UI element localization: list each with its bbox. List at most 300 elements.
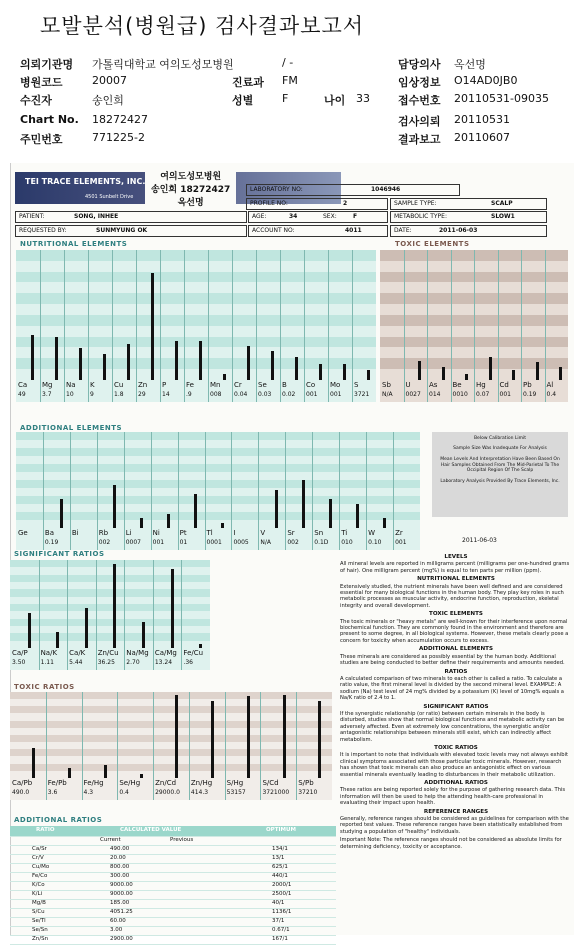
chart-column	[280, 250, 305, 402]
element-value: 0010	[452, 391, 468, 398]
Ca/P-bar	[28, 613, 31, 648]
chart-column	[64, 250, 89, 402]
element-value: 4.3	[83, 789, 94, 796]
chart-column	[88, 250, 113, 402]
resident-no-label: 주민번호	[20, 133, 63, 146]
element-label: V	[260, 529, 266, 537]
Tl-bar	[221, 523, 224, 528]
element-label: Se	[258, 381, 267, 389]
table-cell: 2900.00	[110, 936, 133, 942]
report-age-value: 34	[289, 213, 298, 220]
Ca/Mg-bar	[171, 569, 174, 648]
legend-box	[432, 432, 568, 517]
department-value: FM	[282, 74, 298, 87]
Li-bar	[140, 518, 143, 528]
element-label: Cr	[234, 381, 242, 389]
element-value: 13.24	[154, 659, 173, 666]
nutri-text: Extensively studied, the nutrient minerals have been well defined and are considered essential for many biological functions in the human body. They play key roles in such metabolic processes as muscular activity, endocrine function, reproduction, skeletal integrity and overall development.	[340, 583, 564, 609]
table-cell: 490.00	[110, 846, 130, 852]
Na-bar	[79, 348, 82, 381]
element-value: 002	[98, 539, 111, 546]
element-label: Sr	[287, 529, 295, 537]
legend-line-3: Mean Levels And Interpretation Have Been Based On Hair Samples Obtained From The Mid-Parietal To The Occipital Region Of The Scalp	[440, 457, 560, 473]
element-label: Se/Hg	[119, 779, 141, 787]
Cr-bar	[247, 346, 250, 380]
element-label: Zn/Cd	[155, 779, 177, 787]
Al-bar	[559, 367, 562, 380]
legend-line-2: Sample Size Was Inadequate For Analysis	[453, 445, 547, 451]
element-label: P	[162, 381, 167, 389]
element-label: Ge	[18, 529, 28, 537]
Zn/Cd-bar	[175, 695, 178, 778]
explanation-panel	[340, 552, 572, 852]
element-value: 001	[395, 539, 407, 546]
toxic-title: TOXIC ELEMENTS	[395, 240, 470, 248]
patient-value: 송인희	[92, 94, 124, 107]
element-value: 0005	[233, 539, 249, 546]
sig-text: If the synergistic relationship (or ratio) between certain minerals in the body is disturbed, studies show that normal biological functions and metabolic activity can be adversely affected. Even at extremely low concentrations, the synergistic and/or antagonistic relationships between minerals still exist, which can indirectly affect metabolism.	[340, 710, 565, 743]
sex-label: 성별	[232, 94, 254, 107]
sig-heading: SIGNIFICANT RATIOS	[423, 703, 489, 710]
P-bar	[175, 341, 178, 380]
Cd-bar	[512, 370, 515, 380]
element-value: N/A	[382, 391, 393, 398]
patient-box-value: SONG, INHEE	[74, 213, 119, 220]
sample-type-label: SAMPLE TYPE:	[394, 200, 437, 207]
chart-column	[256, 250, 281, 402]
age-label: 나이	[324, 94, 346, 107]
chart-column	[136, 250, 161, 402]
levels-heading: LEVELS	[444, 554, 468, 560]
element-label: Mo	[330, 381, 341, 389]
V-bar	[275, 490, 278, 528]
element-label: Co	[306, 381, 316, 389]
element-label: Zr	[395, 529, 403, 537]
note-text: Important Note: The reference ranges should not be considered as absolute limits for determining deficiency, toxicity or acceptance.	[340, 837, 562, 850]
lab-no-box	[246, 184, 460, 196]
report-date-value: 20110607	[454, 131, 510, 144]
table-cell: Fe/Co	[32, 873, 48, 879]
lab-address: 4501 Sunbelt Drive	[85, 194, 134, 200]
ratios-heading: RATIOS	[444, 668, 468, 675]
metabolic-box	[390, 211, 547, 223]
S/Pb-bar	[318, 701, 321, 778]
Mo-bar	[343, 364, 346, 380]
table-cell: 167/1	[272, 936, 288, 942]
element-value: 001	[330, 391, 342, 398]
element-label: Ca/K	[69, 649, 86, 657]
chart-column	[232, 250, 257, 402]
table-cell: 0.67/1	[272, 927, 290, 933]
patient-box	[15, 211, 247, 223]
chart-column	[404, 250, 429, 402]
Zn-bar	[151, 273, 154, 380]
chart-column	[380, 250, 405, 402]
element-value: 0.1D	[314, 539, 329, 546]
Mn-bar	[223, 374, 226, 381]
element-label: Zn/Cu	[97, 649, 119, 657]
element-value: 0.04	[234, 391, 248, 398]
element-label: Fe/Pb	[47, 779, 67, 787]
element-value: 001	[499, 391, 511, 398]
toxic-chart	[380, 250, 568, 402]
As-bar	[442, 367, 445, 380]
table-cell: 1136/1	[272, 909, 292, 915]
element-value: 490.0	[12, 789, 30, 796]
table-cell: 40/1	[272, 900, 285, 906]
table-cell: Cu/Mo	[32, 864, 50, 870]
Ca/K-bar	[85, 608, 88, 648]
element-value: 3721000	[262, 789, 290, 796]
element-value: 0.02	[282, 391, 296, 398]
Pb-bar	[536, 362, 539, 380]
table-cell: 9000.00	[110, 891, 133, 897]
element-label: Ca/P	[12, 649, 28, 657]
element-value: 29000.0	[155, 789, 180, 796]
lab-no-value: 1046946	[371, 186, 401, 193]
chart-column	[231, 432, 259, 550]
element-label: Rb	[98, 529, 109, 537]
chart-column	[184, 250, 209, 402]
table-cell: 20.00	[110, 855, 126, 861]
toxic-ratios-chart	[10, 692, 332, 800]
Hg-bar	[489, 357, 492, 380]
chart-no-value: 18272427	[92, 113, 148, 126]
chart-column	[304, 250, 329, 402]
Ca-bar	[31, 335, 34, 381]
Sr-bar	[302, 480, 305, 528]
report-age-label: AGE:	[252, 213, 267, 220]
age-value: 33	[356, 92, 370, 105]
element-label: S/Pb	[298, 779, 314, 787]
table-cell: 60.00	[110, 918, 126, 924]
element-value: .36	[183, 659, 193, 666]
report-date-label: 결과보고	[398, 133, 441, 146]
element-label: Ca/Mg	[154, 649, 177, 657]
element-label: Cu	[114, 381, 124, 389]
table-cell: Se/Sn	[32, 927, 48, 933]
table-row	[10, 909, 336, 918]
chart-column	[451, 250, 476, 402]
legend-line-4: Laboratory Analysis Provided By Trace Elements, Inc.	[440, 478, 560, 484]
doctor-value: 옥선명	[454, 58, 486, 71]
Fe/Hg-bar	[104, 765, 107, 778]
table-cell: 134/1	[272, 846, 288, 852]
element-value: 3.6	[47, 789, 58, 796]
significant-title: SIGNIFICANT RATIOS	[14, 550, 105, 558]
element-label: Ba	[44, 529, 55, 537]
element-value: 001	[306, 391, 318, 398]
Sn-bar	[329, 499, 332, 528]
element-value: 3721	[354, 391, 370, 398]
element-label: Mn	[210, 381, 221, 389]
element-label: I	[233, 529, 236, 537]
nutritional-chart	[16, 250, 376, 402]
chart-no-label: Chart No.	[20, 113, 79, 126]
requested-label: REQUESTED BY:	[19, 227, 67, 234]
S/Hg-bar	[247, 696, 250, 778]
chart-column	[498, 250, 523, 402]
addr-text: These ratios are being reported solely for the purpose of gathering research data. This information will then be used to help the attending health-care professional in evaluating their impact upon health.	[340, 787, 566, 807]
ratio-header: RATIO	[36, 827, 55, 833]
tox-text: It is important to note that individuals with elevated toxic levels may not always exhibit clinical symptoms associated with those particular toxic minerals. However, research has shown that toxic minerals can also produce an antagonistic effect on various essential minerals eventually leading to disturbances in their metabolic utilization.	[340, 752, 569, 778]
metabolic-label: METABOLIC TYPE:	[394, 213, 447, 220]
doctor-label: 담당의사	[398, 58, 441, 71]
table-cell: K/Co	[32, 882, 45, 888]
element-label: Ti	[341, 529, 348, 537]
additional-chart	[16, 432, 420, 550]
report-sex-value: F	[353, 213, 358, 220]
chart-column	[352, 250, 376, 402]
element-label: Be	[452, 381, 462, 389]
table-cell: Ca/Sr	[32, 846, 47, 852]
element-label: Ni	[152, 529, 160, 537]
Ba-bar	[60, 499, 63, 528]
lab-logo: TEI TRACE ELEMENTS, INC.	[25, 177, 146, 186]
element-label: Na/Mg	[126, 649, 149, 657]
element-value: 0.4	[546, 391, 557, 398]
element-value: 0.03	[258, 391, 272, 398]
element-label: U	[405, 381, 411, 389]
ref-heading: REFERENCE RANGES	[423, 808, 489, 815]
table-row	[10, 936, 336, 945]
element-label: Pt	[179, 529, 187, 537]
W-bar	[383, 518, 386, 528]
hospital-stamp	[145, 168, 236, 209]
clinical-info-value: O14AD0JB0	[454, 74, 518, 87]
element-label: Ca/Pb	[12, 779, 33, 787]
Rb-bar	[113, 485, 116, 528]
legend-date: 2011-06-03	[462, 537, 497, 544]
S/Cd-bar	[283, 695, 286, 778]
element-value: N/A	[260, 539, 272, 546]
element-label: Fe/Cu	[183, 649, 204, 657]
chart-column	[16, 250, 41, 402]
add-text: These minerals are considered as possibly essential by the human body. Additional studies are being conducted to better define their requirements and amounts needed.	[340, 653, 565, 667]
stamp-line-3: 옥선명	[177, 198, 204, 208]
element-label: S/Hg	[226, 779, 244, 787]
receipt-no-value: 20110531-09035	[454, 92, 549, 105]
Ni-bar	[167, 514, 170, 528]
table-cell: 3.00	[110, 927, 123, 933]
element-value: 36.25	[97, 659, 115, 666]
department-label: 진료과	[232, 76, 264, 89]
Be-bar	[465, 374, 468, 381]
Fe/Cu-bar	[199, 644, 202, 648]
lab-no-label: LABORATORY NO:	[250, 186, 303, 193]
chart-column	[208, 250, 233, 402]
element-label: As	[429, 381, 438, 389]
clinical-info-label: 임상정보	[398, 76, 441, 89]
chart-column	[474, 250, 499, 402]
account-label: ACCOUNT NO:	[252, 227, 295, 234]
table-cell: 9000.00	[110, 882, 133, 888]
element-value: 0001	[206, 539, 222, 546]
legend-line-1: Below Calibration Limit	[473, 436, 527, 441]
element-label: Bi	[71, 529, 79, 537]
table-cell: 625/1	[272, 864, 288, 870]
additional-title: ADDITIONAL ELEMENTS	[20, 424, 123, 432]
tox-heading: TOXIC RATIOS	[434, 744, 478, 751]
element-value: 3.7	[42, 391, 52, 398]
table-subheader	[10, 837, 336, 846]
element-value: 0.19	[523, 391, 537, 398]
B-bar	[295, 357, 298, 380]
requested-value: SUNMYUNG OK	[96, 227, 148, 234]
hospital-value: 가톨릭대학교 여의도성모병원	[92, 58, 234, 71]
element-label: Fe/Hg	[83, 779, 104, 787]
Na/K-bar	[56, 632, 59, 648]
element-label: K	[90, 381, 95, 389]
Fe/Pb-bar	[68, 768, 71, 778]
element-value: 0.4	[119, 789, 129, 796]
patient-label: 수진자	[20, 94, 52, 107]
table-cell: 37/1	[272, 918, 285, 924]
element-value: 37210	[298, 789, 318, 796]
date-box	[390, 225, 547, 237]
U-bar	[418, 361, 421, 381]
chart-column	[112, 250, 137, 402]
date-label: DATE:	[394, 227, 412, 234]
element-label: Tl	[206, 529, 213, 537]
chart-column	[328, 250, 353, 402]
ward-value: / -	[282, 56, 294, 69]
element-label: Zn	[138, 381, 148, 389]
hospital-code-label: 병원코드	[20, 76, 63, 89]
element-value: 0027	[405, 391, 421, 398]
Se/Hg-bar	[140, 774, 143, 778]
Na/Mg-bar	[142, 622, 145, 648]
Ti-bar	[356, 504, 359, 528]
ref-text: Generally, reference ranges should be considered as guidelines for comparison with the reported test values. These reference ranges have been statistically established from studying a population of "healthy" individuals.	[340, 816, 569, 835]
additional-ratios-table	[10, 826, 336, 945]
element-label: Zn/Hg	[190, 779, 213, 787]
Mg-bar	[55, 337, 58, 380]
table-cell: 2000/1	[272, 882, 292, 888]
profile-no-label: PROFILE NO:	[250, 200, 288, 207]
report-title: 모발분석(병원급) 검사결과보고서	[40, 14, 365, 38]
header-mid	[232, 56, 382, 116]
table-row	[10, 855, 336, 864]
Zn/Cu-bar	[113, 564, 116, 648]
S-bar	[367, 370, 370, 380]
table-cell: Cr/V	[32, 855, 44, 861]
table-cell: 185.00	[110, 900, 130, 906]
element-label: Na	[66, 381, 76, 389]
profile-no-value: 2	[343, 200, 348, 207]
element-value: 29	[138, 391, 146, 398]
element-label: Sb	[382, 381, 391, 389]
table-row	[10, 882, 336, 891]
element-value: 53157	[226, 789, 246, 796]
element-label: Cd	[499, 381, 509, 389]
nutritional-title: NUTRITIONAL ELEMENTS	[20, 240, 128, 248]
element-label: B	[282, 381, 287, 389]
stamp-line-1: 여의도성모병원	[160, 172, 222, 182]
table-cell: 13/1	[272, 855, 285, 861]
element-value: 008	[210, 391, 222, 398]
element-value: 0.07	[476, 391, 490, 398]
metabolic-value: SLOW1	[491, 213, 515, 220]
element-value: 9	[90, 391, 94, 398]
table-row	[10, 864, 336, 873]
element-value: 001	[152, 539, 165, 546]
element-value: 5.44	[69, 659, 83, 666]
sample-type-box	[390, 198, 547, 210]
Fe-bar	[199, 341, 202, 380]
significant-chart	[10, 560, 210, 670]
table-cell: Zn/Sn	[32, 936, 49, 942]
Cu-bar	[127, 344, 130, 380]
element-label: Al	[546, 381, 554, 389]
element-value: 002	[287, 539, 299, 546]
chart-column	[427, 250, 452, 402]
date-value: 2011-06-03	[439, 227, 478, 234]
table-cell: K/Li	[32, 891, 43, 897]
element-label: Na/K	[40, 649, 58, 657]
element-label: Fe	[186, 381, 194, 389]
resident-no-value: 771225-2	[92, 131, 145, 144]
element-value: 010	[341, 539, 353, 546]
element-label: Ca	[18, 381, 28, 389]
nutri-heading: NUTRITIONAL ELEMENTS	[417, 576, 495, 583]
element-value: 0.10	[368, 539, 382, 546]
element-label: Mg	[42, 381, 53, 389]
report-sex-label: SEX:	[323, 213, 337, 220]
hospital-label: 의뢰기관명	[20, 58, 74, 71]
Zn/Hg-bar	[211, 701, 214, 778]
table-header	[10, 826, 336, 837]
element-value: .9	[186, 391, 192, 398]
element-value: 01	[179, 539, 188, 546]
table-row	[10, 900, 336, 909]
age-box	[248, 211, 388, 223]
element-label: Li	[125, 529, 132, 537]
chart-column	[521, 250, 546, 402]
table-cell: Se/Tl	[32, 918, 46, 924]
table-row	[10, 873, 336, 882]
element-value: 014	[429, 391, 441, 398]
toxic-ratios-title: TOXIC RATIOS	[14, 683, 75, 691]
add-heading: ADDITIONAL ELEMENTS	[419, 646, 493, 653]
table-row	[10, 918, 336, 927]
request-date-value: 20110531	[454, 113, 510, 126]
element-label: Pb	[523, 381, 532, 389]
table-cell: 800.00	[110, 864, 130, 870]
table-row	[10, 891, 336, 900]
K-bar	[103, 354, 106, 380]
element-label: S/Cd	[262, 779, 279, 787]
element-value: 1.11	[40, 659, 54, 666]
element-value: 0007	[125, 539, 141, 546]
element-value: 49	[18, 391, 26, 398]
table-row	[10, 927, 336, 936]
Pt-bar	[194, 494, 197, 528]
element-label: W	[368, 529, 376, 537]
optimum-header: OPTIMUM	[266, 827, 296, 833]
Co-bar	[319, 364, 322, 380]
element-value: 0.19	[44, 539, 59, 546]
element-value: 10	[66, 391, 74, 398]
element-value: 1.8	[114, 391, 124, 398]
sex-value: F	[282, 92, 289, 105]
calc-value-header: CALCULATED VALUE	[120, 827, 182, 833]
element-value: 2.70	[126, 659, 140, 666]
profile-no-box	[246, 198, 388, 210]
chart-column	[545, 250, 569, 402]
table-cell: 440/1	[272, 873, 288, 879]
table-cell: 2500/1	[272, 891, 292, 897]
